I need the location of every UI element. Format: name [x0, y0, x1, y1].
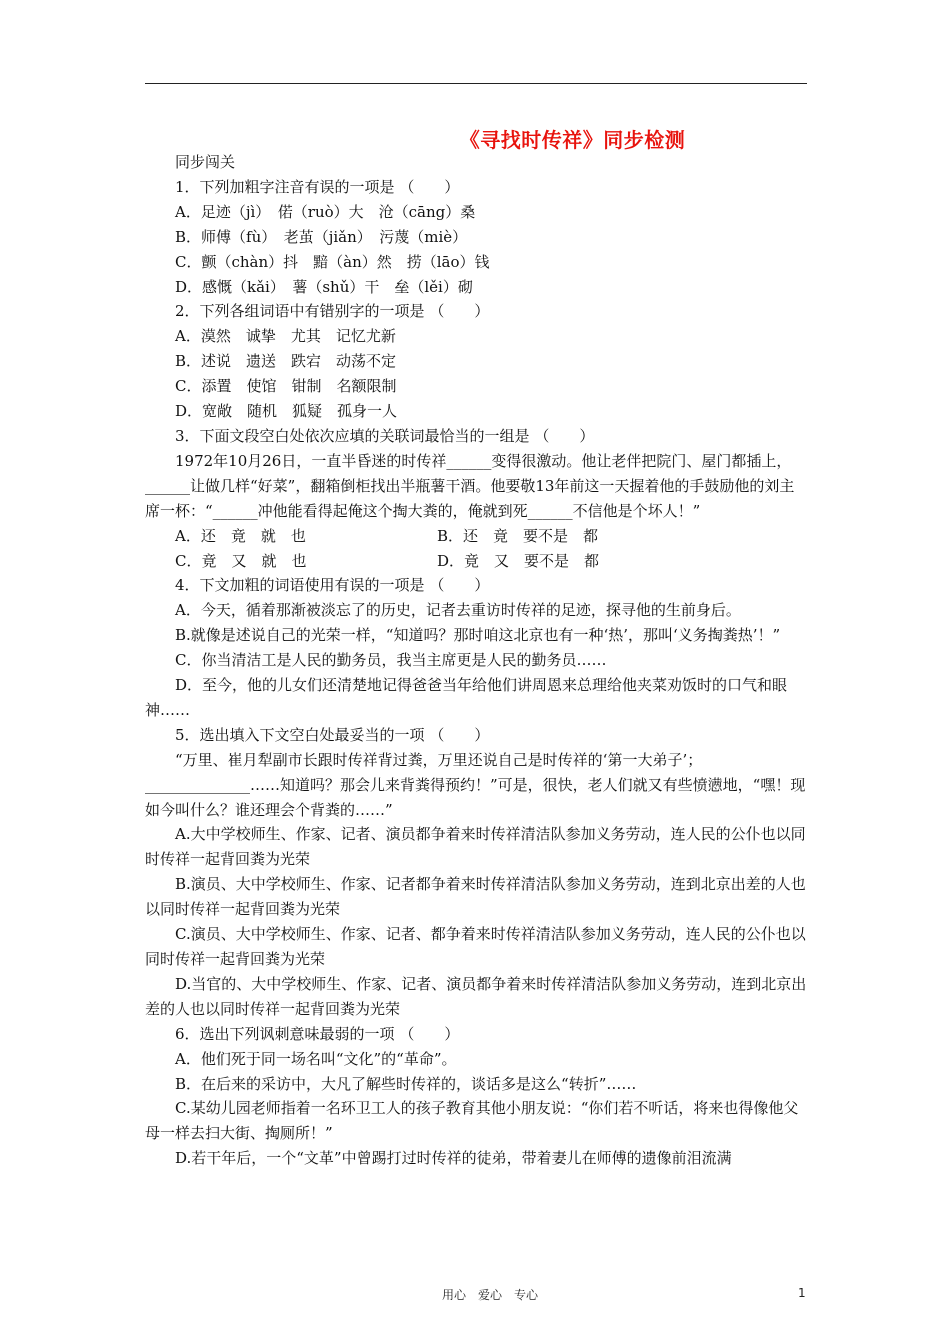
question-5-passage: “万里、崔月犁副市长跟时传祥背过粪，万里还说自己是时传祥的‘第一大弟子’；______________……知道吗？那会儿来背粪得预约！”可是，很快，老人们就又有些愤懑地，“嘿！现如今叫什么？谁还理会个背粪的……” [145, 750, 806, 819]
question-3-options-row-2 [145, 549, 809, 574]
question-6-option-c: C.某幼儿园老师指着一名环卫工人的孩子教育其他小朋友说：“你们若不听话，将来也得像他父母一样去扫大街、掏厕所！” [145, 1099, 799, 1143]
question-4-option-c: C．你当清洁工是人民的勤务员，我当主席更是人民的勤务员…… [175, 651, 607, 670]
question-3-stem: 3．下面文段空白处依次应填的关联词最恰当的一组是 （ ） [175, 426, 595, 445]
question-2-option-d: D．宽敞 随机 狐疑 孤身一人 [175, 402, 398, 421]
question-2-option-c: C．添置 使馆 钳制 名额限制 [175, 377, 397, 396]
question-4-stem: 4．下文加粗的词语使用有误的一项是 （ ） [175, 576, 490, 595]
page-number: 1 [798, 1286, 806, 1300]
question-2-option-a: A．漠然 诚挚 尤其 记忆尤新 [175, 327, 396, 346]
question-6-option-b: B．在后来的采访中，大凡了解些时传祥的，谈话多是这么“转折”…… [175, 1074, 637, 1093]
question-5-option-c: C.演员、大中学校师生、作家、记者、都争着来时传祥清洁队参加义务劳动，连人民的公仆也以同时传祥一起背回粪为光荣 [145, 925, 806, 968]
question-2-option-b: B．述说 遗送 跌宕 动荡不定 [175, 352, 397, 371]
header-rule [145, 83, 807, 84]
question-4-option-a: A．今天，循着那渐被淡忘了的历史，记者去重访时传祥的足迹，探寻他的生前身后。 [175, 601, 741, 620]
question-1-option-c: C．颤（chàn）抖 黯（àn）然 捞（lāo）钱 [175, 252, 490, 271]
question-5-stem: 5．选出填入下文空白处最妥当的一项 （ ） [175, 725, 490, 744]
question-3-option-b: B．还 竟 要不是 都 [437, 526, 599, 545]
question-1-option-b: B．师傅（fù） 老茧（jiǎn） 污蔑（miè） [175, 227, 468, 246]
question-3-option-d: D．竟 又 要不是 都 [437, 551, 600, 570]
question-6-stem: 6．选出下列讽刺意味最弱的一项 （ ） [175, 1024, 460, 1043]
question-4-option-d: D．至今，他的儿女们还清楚地记得爸爸当年给他们讲周恩来总理给他夹菜劝饭时的口气和眼神…… [145, 676, 788, 719]
question-1-option-a: A．足迹（jì） 偌（ruò）大 沧（cāng）桑 [175, 202, 476, 221]
question-1-option-d: D．感慨（kǎi） 薯（shǔ）干 垒（lěi）砌 [175, 277, 473, 296]
question-3-options-row-1 [145, 524, 809, 549]
page-footer: 用心 爱心 专心 [441, 1288, 538, 1302]
question-6-option-a: A．他们死于同一场名叫“文化”的“革命”。 [175, 1049, 457, 1068]
question-3-passage: 1972年10月26日，一直半昏迷的时传祥______变得很激动。他让老伴把院门、屋门都插上，______让做几样“好菜”，翻箱倒柜找出半瓶薯干酒。他要敬13年前这一天握着他的手鼓励他的刘主席一杯：“______冲他能看得起俺这个掏大粪的，俺就到死______不信他是个坏人！” [145, 451, 795, 520]
question-2-stem: 2．下列各组词语中有错别字的一项是 （ ） [175, 302, 490, 321]
document-title: 《寻找时传祥》同步检测 [459, 128, 686, 152]
question-3-option-a: A．还 竟 就 也 [175, 526, 306, 545]
question-5-option-a: A.大中学校师生、作家、记者、演员都争着来时传祥清洁队参加义务劳动，连人民的公仆也以同时传祥一起背回粪为光荣 [145, 825, 806, 869]
document-body [145, 150, 809, 1171]
question-4-option-b: B.就像是述说自己的光荣一样，“知道吗？那时咱这北京也有一种‘热’，那叫‘义务掏粪热’！” [175, 626, 781, 645]
question-5-option-b: B.演员、大中学校师生、作家、记者都争着来时传祥清洁队参加义务劳动，连到北京出差的人也以同时传祥一起背回粪为光荣 [145, 875, 806, 919]
question-1-stem: 1．下列加粗字注音有误的一项是 （ ） [175, 177, 460, 196]
section-heading: 同步闯关 [175, 153, 236, 171]
question-6-option-d: D.若干年后，一个“文革”中曾踢打过时传祥的徒弟，带着妻儿在师傅的遗像前泪流满 [175, 1149, 732, 1168]
question-5-option-d: D.当官的、大中学校师生、作家、记者、演员都争着来时传祥清洁队参加义务劳动，连到北京出差的人也以同时传祥一起背回粪为光荣 [145, 974, 807, 1018]
question-3-option-c: C．竟 又 就 也 [175, 551, 307, 570]
